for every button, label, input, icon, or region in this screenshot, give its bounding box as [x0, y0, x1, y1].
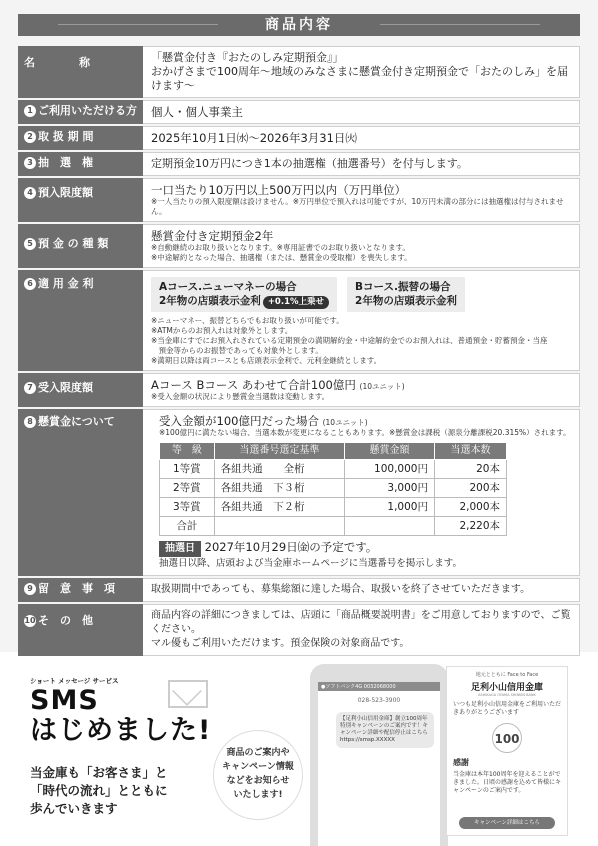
number-badge: 6 [24, 278, 36, 290]
campaign-card [446, 666, 568, 836]
row-other [18, 604, 580, 656]
row-value [143, 604, 580, 656]
number-badge: 4 [24, 187, 36, 199]
sms-eyebrow: ショート メッセージ サービス [30, 677, 119, 685]
other-text: 商品内容の詳細につきましては、店頭に「商品概要説明書」をご用意しておりますので、ご覧ください。 [151, 610, 571, 635]
row-type [18, 224, 580, 268]
course-a-box [151, 277, 337, 312]
course-b-rate: 2年物の店頭表示金利 [355, 295, 457, 307]
row-label: 預 金 の 種 類 [38, 237, 109, 250]
deposit-type-text: 懸賞金付き定期預金2年 [151, 229, 274, 243]
prize-unit: (10ユニット) [322, 418, 368, 427]
table-row [160, 479, 507, 498]
row-deposit-limit [18, 178, 580, 222]
course-a-rate: 2年物の店頭表示金利 [159, 295, 261, 307]
prize-grade: 1等賞 [160, 460, 215, 479]
table-row [160, 460, 507, 479]
campaign-detail-button[interactable]: キャンペーン詳細はこちら [459, 817, 555, 829]
prize-header: 等 級 [160, 443, 215, 460]
deposit-limit-text: 一口当たり10万円以上500万円以内（万円単位） [151, 183, 407, 197]
table-row [160, 517, 507, 536]
number-badge: 7 [24, 382, 36, 394]
card-thanks: 感謝 [453, 758, 469, 767]
phone-status-bar: ●ソフトバンク4G 0032068000 [318, 682, 440, 691]
number-badge: 9 [24, 583, 36, 595]
draw-note: 抽選日以降、店頭および当金庫ホームページに当選番号を掲示します。 [159, 558, 463, 569]
row-period [18, 126, 580, 150]
prize-total-count: 2,220本 [434, 517, 506, 536]
prize-count: 2,000本 [434, 498, 506, 517]
row-value [143, 373, 580, 407]
row-label: 抽 選 権 [38, 156, 93, 169]
prize-total-label: 合計 [160, 517, 215, 536]
table-row [160, 498, 507, 517]
row-users [18, 100, 580, 124]
prize-header: 当選本数 [434, 443, 506, 460]
sms-message-line: 当金庫も「お客さま」と [30, 765, 168, 780]
deposit-type-note: ※中途解約となった場合、抽選権（または、懸賞金の受取権）を喪失します。 [151, 253, 412, 262]
row-accept-limit [18, 373, 580, 407]
bubble-line: などをお知らせ [226, 776, 290, 786]
number-badge: 3 [24, 157, 36, 169]
sms-title-line: はじめました! [30, 715, 212, 746]
accept-limit-unit: (10ユニット) [359, 382, 405, 391]
prize-rule: 各組共通 下２桁 [214, 498, 344, 517]
bubble-line: 商品のご案内や [226, 748, 290, 758]
row-value [143, 270, 580, 371]
prize-count: 20本 [434, 460, 506, 479]
phone-screen [318, 682, 440, 846]
card-intro: いつも足利小山信用金庫をご利用いただきありがとうございます [453, 701, 562, 716]
sms-message [30, 764, 168, 818]
prize-condition: 受入金額が100億円だった場合 [159, 414, 319, 428]
deposit-limit-note: ※一人当たりの預入限度額は設けません。※万円単位で預入れは可能ですが、10万円未満の部分には抽選権は付与されません。 [151, 197, 564, 216]
number-badge: 10 [24, 616, 36, 625]
number-badge: 2 [24, 131, 36, 143]
row-label: 受入限度額 [38, 381, 93, 394]
row-label: 取 扱 期 間 [38, 130, 94, 143]
course-boxes [151, 277, 571, 312]
bank-name-en: ASHIKAGA OYAMA SHINKIN BANK [478, 693, 536, 697]
other-text: マル優もご利用いただけます。預金保険の対象商品です。 [151, 638, 410, 649]
prize-grade: 3等賞 [160, 498, 215, 517]
row-label: そ の 他 [38, 614, 93, 627]
draw-date: 2027年10月29日㈮の予定です。 [204, 540, 378, 554]
phone-illustration [310, 664, 448, 846]
row-value: 定期預金10万円につき1本の抽選権（抽選番号）を付与します。 [143, 152, 580, 176]
prize-rule: 各組共通 全桁 [214, 460, 344, 479]
prize-amount: 1,000円 [345, 498, 435, 517]
accept-limit-note: ※受入金額の状況により懸賞金当選数は変動します。 [151, 392, 330, 401]
prize-rule [214, 517, 344, 536]
row-notice [18, 578, 580, 602]
number-badge: 5 [24, 238, 36, 250]
phone-sender-number: 028-523-3900 [357, 697, 401, 704]
bank-logo-text: 足利小山信用金庫 [470, 683, 543, 693]
prize-header: 当選番号選定基準 [214, 443, 344, 460]
rate-note: ※当金庫にすでにお預入れされている定期預金の満期解約金・中途解約金でのお預入れは、普通預金・貯蓄預金・当座 [151, 336, 548, 345]
row-value [143, 409, 580, 576]
section-title: 商品内容 [18, 14, 580, 36]
row-label: 預入限度額 [38, 186, 93, 199]
row-label: ご利用いただける方 [38, 104, 137, 117]
row-value: 取扱期間中であっても、募集総額に達した場合、取扱いを終了させていただきます。 [143, 578, 580, 602]
row-value [143, 46, 580, 98]
course-a-title: Aコース.ニューマネーの場合 [159, 281, 297, 293]
prize-count: 200本 [434, 479, 506, 498]
row-label: 懸賞金について [38, 415, 115, 428]
phone-message-bubble: 【足利小山信用金庫】創立100周年特別キャンペーンのご案内です！キャンペーン詳細や配信停止はこちら https://smsp.XXXXX [336, 712, 434, 748]
row-value [143, 224, 580, 268]
product-table [18, 44, 580, 658]
row-label: 適 用 金 利 [38, 277, 94, 290]
prize-grade: 2等賞 [160, 479, 215, 498]
prize-header: 懸賞金額 [345, 443, 435, 460]
row-name [18, 46, 580, 98]
sms-message-line: 「時代の流れ」とともに [30, 783, 168, 798]
rate-note: 預金等からのお振替であっても対象外とします。 [151, 346, 323, 355]
sms-title-line: SMS [30, 685, 99, 716]
envelope-icon [168, 680, 208, 708]
bubble-line: キャンペーン情報 [222, 762, 294, 772]
accept-limit-text: Aコース Bコース あわせて合計100億円 [151, 378, 356, 392]
row-value: 2025年10月1日㈬〜2026年3月31日㈫ [143, 126, 580, 150]
product-name: 「懸賞金付き『おたのしみ定期預金』」 [151, 51, 344, 64]
row-value: 個人・個人事業主 [143, 100, 580, 124]
rate-note: ※満期日以降は両コースとも店頭表示金利で、元利金継続とします。 [151, 356, 382, 365]
prize-table [159, 442, 507, 536]
deposit-type-note: ※自動継続のお取り扱いとなります。※専用証書でのお取り扱いとなります。 [151, 243, 410, 252]
course-b-title: Bコース.振替の場合 [355, 281, 451, 293]
number-badge: 8 [24, 416, 36, 428]
course-b-box [347, 277, 465, 312]
prize-amount [345, 517, 435, 536]
row-rate [18, 270, 580, 371]
number-badge: 1 [24, 105, 36, 117]
rate-note: ※ATMからのお預入れは対象外とします。 [151, 326, 293, 335]
card-body: 当金庫は本年100周年を迎えることができました。日頃の感謝を込めて皆様にキャンペーンのご案内です。 [453, 771, 562, 794]
row-label: 名 称 [18, 46, 143, 98]
row-lottery-right [18, 152, 580, 176]
anniversary-seal-icon: 100 [492, 723, 522, 753]
sms-message-line: 歩んでいきます [30, 801, 118, 816]
speech-bubble [213, 730, 303, 820]
prize-note: ※100億円に満たない場合、当選本数が変更になることもあります。※懸賞金は課税（源泉分離課税20.315%）されます。 [159, 428, 571, 437]
prize-amount: 100,000円 [345, 460, 435, 479]
prize-amount: 3,000円 [345, 479, 435, 498]
prize-rule: 各組共通 下３桁 [214, 479, 344, 498]
bubble-line: いたします! [233, 790, 283, 800]
draw-date-tag: 抽選日 [159, 541, 201, 557]
row-value [143, 178, 580, 222]
card-header: 地元とともに Face to Face [475, 672, 539, 678]
product-tagline: おかげさまで100周年〜地域のみなさまに懸賞金付き定期預金で「おたのしみ」を届けます〜 [151, 65, 568, 92]
row-label: 留 意 事 項 [38, 582, 115, 595]
rate-note: ※ニューマネー、振替どちらでもお取り扱いが可能です。 [151, 316, 344, 325]
row-prize [18, 409, 580, 576]
rate-bonus-badge: +0.1%上乗せ [263, 296, 329, 309]
